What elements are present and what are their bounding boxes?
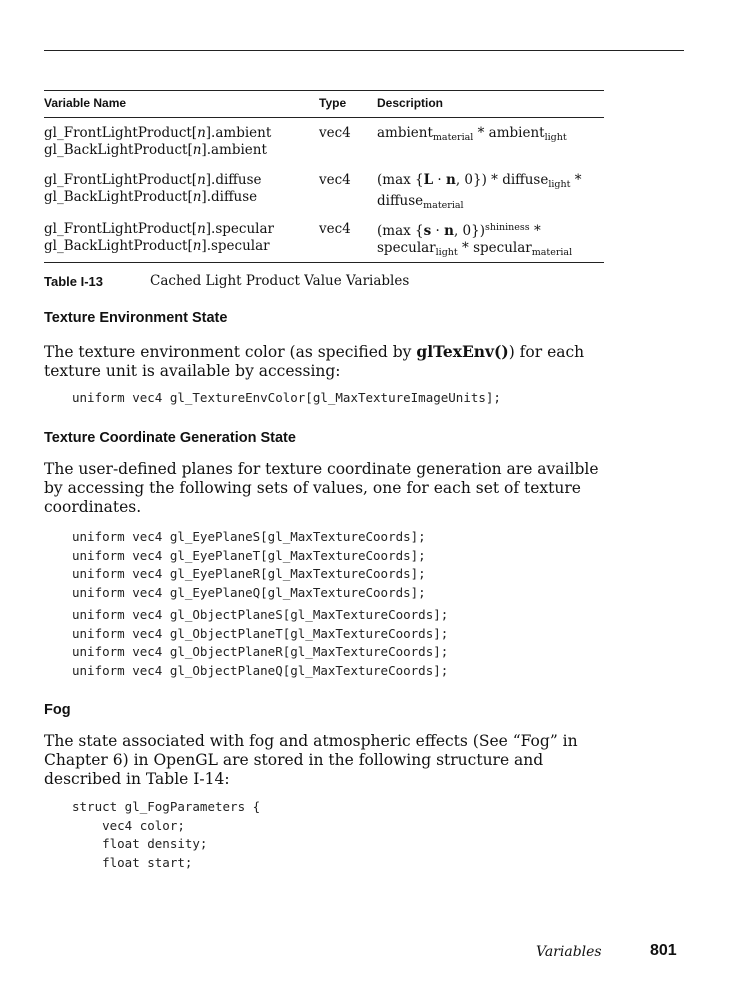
type-cell: vec4 bbox=[319, 221, 351, 237]
variable-name-front: gl_FrontLightProduct[n].diffuse bbox=[44, 172, 262, 188]
page-number: 801 bbox=[650, 942, 677, 959]
table-top-rule bbox=[44, 90, 604, 91]
table-row bbox=[44, 172, 262, 206]
section-heading-fog: Fog bbox=[44, 702, 71, 718]
table-bottom-rule bbox=[44, 262, 604, 263]
type-cell: vec4 bbox=[319, 172, 351, 188]
type-cell: vec4 bbox=[319, 125, 351, 141]
variable-name-back: gl_BackLightProduct[n].diffuse bbox=[44, 189, 258, 205]
column-header-type: Type bbox=[319, 96, 347, 110]
paragraph-texture-environment: The texture environment color (as specified by glTexEnv()) for each texture unit is available by accessing: bbox=[44, 342, 585, 380]
description-cell: (max {L · n, 0}) * diffuse$_{light}$ * diffuse$_{material}$ bbox=[377, 172, 582, 211]
code-block-fog-struct: struct gl_FogParameters { vec4 color; float density; float start; bbox=[72, 799, 261, 870]
code-block-object-planes: uniform vec4 gl_ObjectPlaneS[gl_MaxTextureCoords]; uniform vec4 gl_ObjectPlaneT[gl_MaxTextureCoords]; uniform vec4 gl_ObjectPlaneR[gl_MaxTextureCoords]; uniform vec4 gl_ObjectPlaneQ[gl_MaxTextureCoords]; bbox=[72, 607, 449, 678]
section-heading-texture-environment: Texture Environment State bbox=[44, 310, 228, 326]
code-block-eye-planes: uniform vec4 gl_EyePlaneS[gl_MaxTextureCoords]; uniform vec4 gl_EyePlaneT[gl_MaxTextureCoords]; uniform vec4 gl_EyePlaneR[gl_MaxTextureCoords]; uniform vec4 gl_EyePlaneQ[gl_MaxTextureCoords]; bbox=[72, 529, 426, 600]
top-rule bbox=[44, 50, 684, 51]
table-caption-number: Table I-13 bbox=[44, 274, 104, 289]
variable-name-front: gl_FrontLightProduct[n].ambient bbox=[44, 125, 272, 141]
description-cell: (max {s · n, 0})$^{shininess}$ * specular$_{light}$ * specular$_{material}$ bbox=[377, 222, 573, 258]
description-cell: ambient$_{material}$ * ambient$_{light}$ bbox=[377, 125, 567, 143]
table-header-rule bbox=[44, 117, 604, 118]
section-heading-texture-coordinate-generation: Texture Coordinate Generation State bbox=[44, 430, 296, 446]
variable-name-back: gl_BackLightProduct[n].specular bbox=[44, 238, 270, 254]
paragraph-fog: The state associated with fog and atmospheric effects (See “Fog” in Chapter 6) in OpenGL are stored in the following structure and described in Table I-14: bbox=[44, 732, 578, 788]
column-header-description: Description bbox=[377, 96, 444, 110]
table-row bbox=[44, 125, 271, 159]
paragraph-texture-coordinate-generation: The user-defined planes for texture coordinate generation are availble by accessing the following sets of values, one for each set of texture coordinates. bbox=[44, 460, 599, 516]
column-header-variable-name: Variable Name bbox=[44, 96, 127, 110]
running-footer-title: Variables bbox=[536, 944, 602, 960]
table-caption-text: Cached Light Product Value Variables bbox=[150, 273, 410, 289]
code-block-texture-env-color: uniform vec4 gl_TextureEnvColor[gl_MaxTextureImageUnits]; bbox=[72, 390, 501, 405]
variable-name-back: gl_BackLightProduct[n].ambient bbox=[44, 142, 267, 158]
table-row bbox=[44, 221, 274, 255]
variable-name-front: gl_FrontLightProduct[n].specular bbox=[44, 221, 274, 237]
